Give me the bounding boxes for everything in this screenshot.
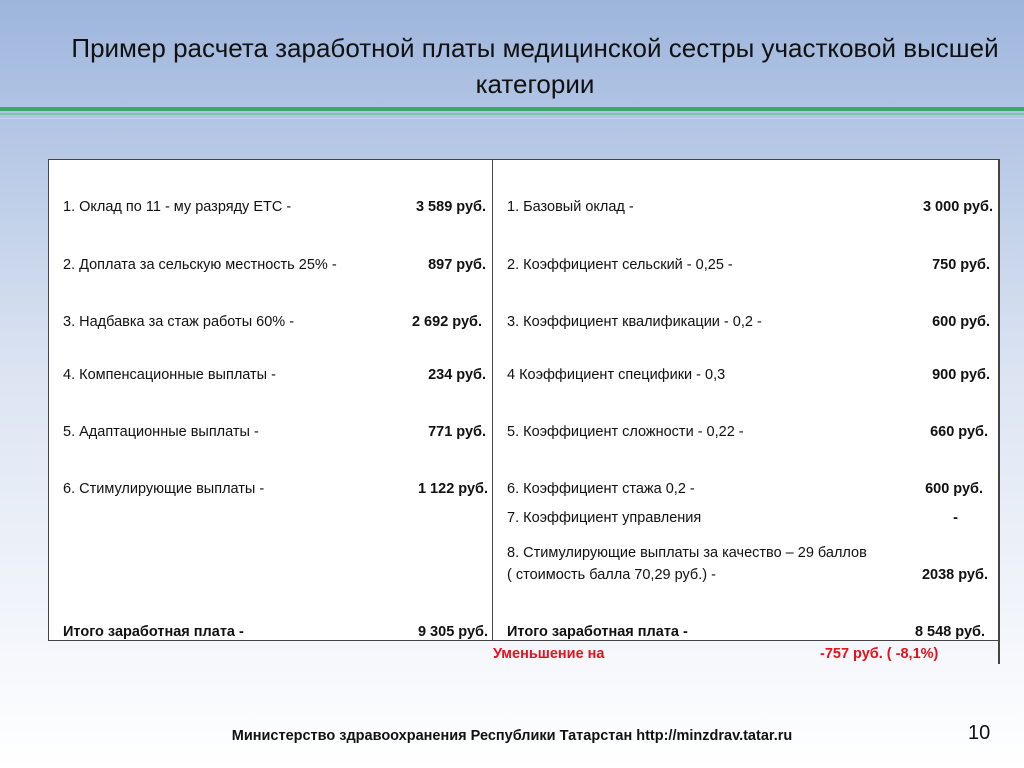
page-number: 10 <box>968 722 991 744</box>
right-total-value: 8 548 руб. <box>914 624 985 640</box>
right-total-label: Итого заработная плата - <box>507 624 688 640</box>
right-row-2-value: 750 руб. <box>932 257 990 273</box>
title-divider <box>0 107 1024 111</box>
left-row-2-label: 2. Доплата за сельскую местность 25% - <box>63 257 337 273</box>
left-row-1-label: 1. Оклад по 11 - му разряду ЕТС - <box>63 199 292 215</box>
right-row-6-value: 600 руб. <box>925 481 983 497</box>
right-row-1-value: 3 000 руб. <box>922 199 993 215</box>
title-divider-accent <box>0 113 1024 115</box>
left-row-2-value: 897 руб. <box>428 257 486 273</box>
right-row-7-value: - <box>953 510 958 526</box>
right-row-6-label: 6. Коэффициент стажа 0,2 - <box>507 481 695 497</box>
decrease-value: -757 руб. ( -8,1%) <box>820 646 939 662</box>
right-row-5-label: 5. Коэффициент сложности - 0,22 - <box>507 424 744 440</box>
right-row-2-label: 2. Коэффициент сельский - 0,25 - <box>507 257 733 273</box>
decrease-label: Уменьшение на <box>493 646 605 662</box>
left-row-6-label: 6. Стимулирующие выплаты - <box>63 481 265 497</box>
left-row-5-label: 5. Адаптационные выплаты - <box>63 424 259 440</box>
table-border-bottom <box>48 640 999 641</box>
right-row-1-label: 1. Базовый оклад - <box>507 199 634 215</box>
left-total-value: 9 305 руб. <box>417 624 488 640</box>
left-row-6-value: 1 122 руб. <box>417 481 488 497</box>
left-row-3-label: 3. Надбавка за стаж работы 60% - <box>63 314 295 330</box>
table-border-left <box>48 159 49 640</box>
right-row-4-value: 900 руб. <box>932 367 990 383</box>
right-row-4-label: 4 Коэффициент специфики - 0,3 <box>507 367 726 383</box>
table-border-top <box>48 159 999 160</box>
left-total-label: Итого заработная плата - <box>63 624 244 640</box>
right-row-3-value: 600 руб. <box>932 314 990 330</box>
right-row-8-label-line1: 8. Стимулирующие выплаты за качество – 29 баллов <box>507 545 867 561</box>
footer-ministry: Министерство здравоохранения Республики Татарстан http://minzdrav.tatar.ru <box>231 728 793 744</box>
left-row-3-value: 2 692 руб. <box>411 314 482 330</box>
title-divider-thin <box>0 118 1024 119</box>
right-row-3-label: 3. Коэффициент квалификации - 0,2 - <box>507 314 762 330</box>
left-row-1-value: 3 589 руб. <box>415 199 486 215</box>
right-row-8-value: 2038 руб. <box>921 567 988 583</box>
right-row-7-label: 7. Коэффициент управления <box>507 510 702 526</box>
right-row-5-value: 660 руб. <box>930 424 988 440</box>
left-row-5-value: 771 руб. <box>428 424 486 440</box>
table-column-divider <box>492 159 493 640</box>
left-row-4-label: 4. Компенсационные выплаты - <box>63 367 276 383</box>
table-border-right <box>998 159 1000 664</box>
left-row-4-value: 234 руб. <box>428 367 486 383</box>
right-row-8-label-line2: ( стоимость балла 70,29 руб.) - <box>507 567 716 583</box>
slide-title: Пример расчета заработной платы медицинской сестры участковой высшей категории <box>71 33 999 99</box>
